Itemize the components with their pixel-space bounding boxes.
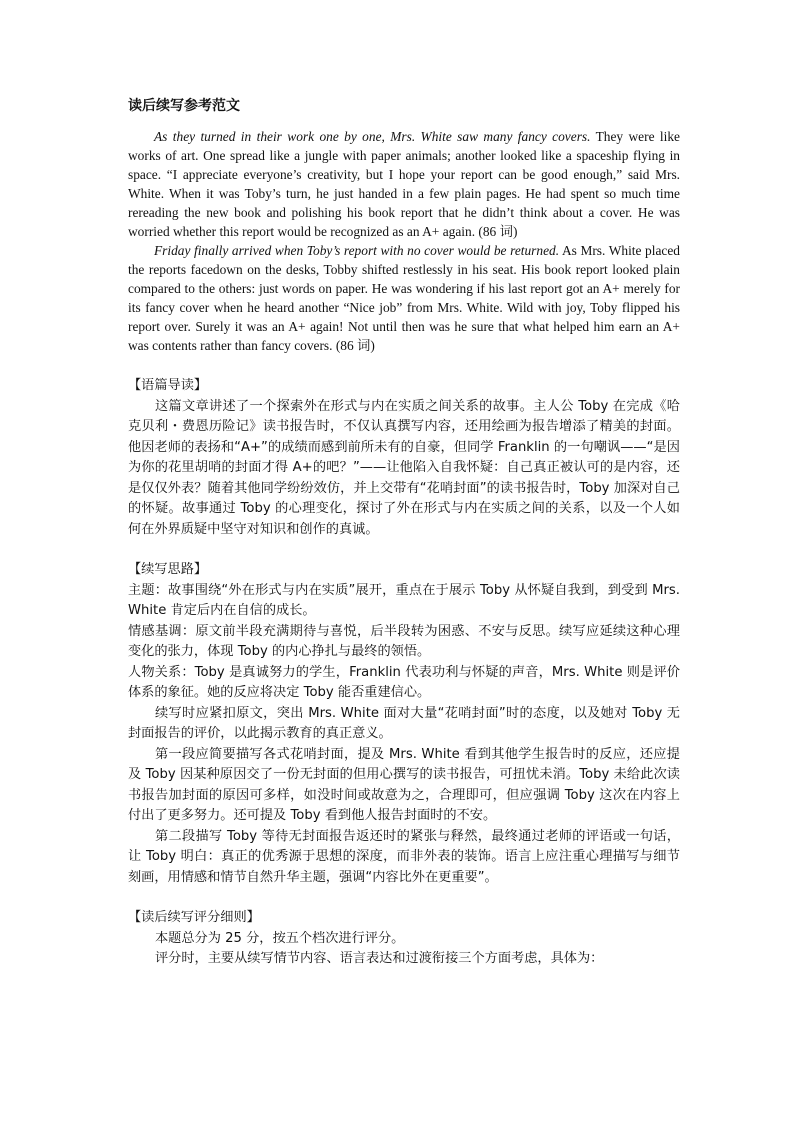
essay-paragraph-1-body: They were like works of art. One spread like a jungle with paper animals; another looked like a spaceship flying in space. “I appreciate everyone’s creativity, but I hope your report can be good enough,” said Mrs. White. When it was Toby’s turn, he just handed in a few plain pages. He had spent so much time rereading the new book and polishing his book report that he didn’t think about a cover. He was worried whether this report would be recognized as an A+ again. (86 词) bbox=[128, 129, 680, 239]
essay-paragraph-2-body: As Mrs. White placed the reports facedown on the desks, Tobby shifted restlessly in his seat. His book report looked plain compared to the others: just words on paper. He was wondering if his last report got an A+ merely for its fancy cover when he heard another “Nice job” from Mrs. White. Wild with joy, Toby flipped his report over. Surely it was an A+ again! Not until then was he sure that what helped him earn an A+ was contents rather than fancy covers. (86 词) bbox=[128, 243, 681, 353]
approach-heading: 【续写思路】 bbox=[128, 562, 208, 577]
approach-paragraph-b: 第一段应简要描写各式花哨封面，提及 Mrs. White 看到其他学生报告时的反应，还应提及 Toby 因某种原因交了一份无封面的但用心撰写的读书报告，可扭忧未消。Toby 未给此次读书报告加封面的原因可多样，如没时间或故意为之，合理即可，但应强调 Toby 这次在内容上付出了更多努力。还可提及 Toby 看到他人报告封面时的不安。 bbox=[128, 746, 680, 823]
guide-text: 这篇文章讲述了一个探索外在形式与内在实质之间关系的故事。主人公 Toby 在完成《哈克贝利・费恩历险记》读书报告时，不仅认真撰写内容，还用绘画为报告增添了精美的封面。他因老师的表扬和“A+”的成绩而感到前所未有的自豪，但同学 Franklin 的一句嘲讽——“是因为你的花里胡哨的封面才得 A+的吧？”——让他陷入自我怀疑：自己真正被认可的是内容，还是仅仅外表？随着其他同学纷纷效仿，并上交带有“花哨封面”的读书报告时，Toby 加深对自己的怀疑。故事通过 Toby 的心理变化，探讨了外在形式与内在实质之间的关系，以及一个人如何在外界质疑中坚守对知识和创作的真诚。 bbox=[128, 398, 680, 537]
approach-paragraph-c: 第二段描写 Toby 等待无封面报告返还时的紧张与释然，最终通过老师的评语或一句话，让 Toby 明白：真正的优秀源于思想的深度，而非外表的装饰。语言上应注重心理描写与细节刻画，用情感和情节自然升华主题，强调“内容比外在更重要”。 bbox=[128, 828, 680, 885]
approach-paragraph-a: 续写时应紧扣原文，突出 Mrs. White 面对大量“花哨封面”时的态度，以及她对 Toby 无封面报告的评价，以此揭示教育的真正意义。 bbox=[128, 705, 680, 741]
approach-relations: 人物关系：Toby 是真诚努力的学生，Franklin 代表功利与怀疑的声音，Mrs. White 则是评价体系的象征。她的反应将决定 Toby 能否重建信心。 bbox=[128, 664, 680, 700]
approach-theme: 主题：故事围绕“外在形式与内在实质”展开，重点在于展示 Toby 从怀疑自我到，到受到 Mrs. White 肯定后内在自信的成长。 bbox=[128, 582, 680, 618]
document-content bbox=[128, 97, 680, 970]
rubric-line-2: 评分时，主要从续写情节内容、语言表达和过渡衔接三个方面考虑，具体为： bbox=[155, 951, 604, 966]
document-title: 读后续写参考范文 bbox=[128, 99, 240, 114]
rubric-heading: 【读后续写评分细则】 bbox=[128, 910, 260, 925]
essay-paragraph-1-lead: As they turned in their work one by one, Mrs. White saw many fancy covers. bbox=[154, 129, 591, 144]
essay-paragraph-2 bbox=[128, 241, 680, 355]
guide-heading: 【语篇导读】 bbox=[128, 378, 208, 393]
essay-paragraph-2-lead: Friday finally arrived when Toby’s report with no cover would be returned. bbox=[154, 243, 560, 258]
essay-paragraph-1 bbox=[128, 127, 680, 241]
approach-emotion: 情感基调：原文前半段充满期待与喜悦，后半段转为困惑、不安与反思。续写应延续这种心理变化的张力，体现 Toby 的内心挣扎与最终的领悟。 bbox=[128, 623, 680, 659]
rubric-line-1: 本题总分为 25 分，按五个档次进行评分。 bbox=[155, 930, 405, 946]
